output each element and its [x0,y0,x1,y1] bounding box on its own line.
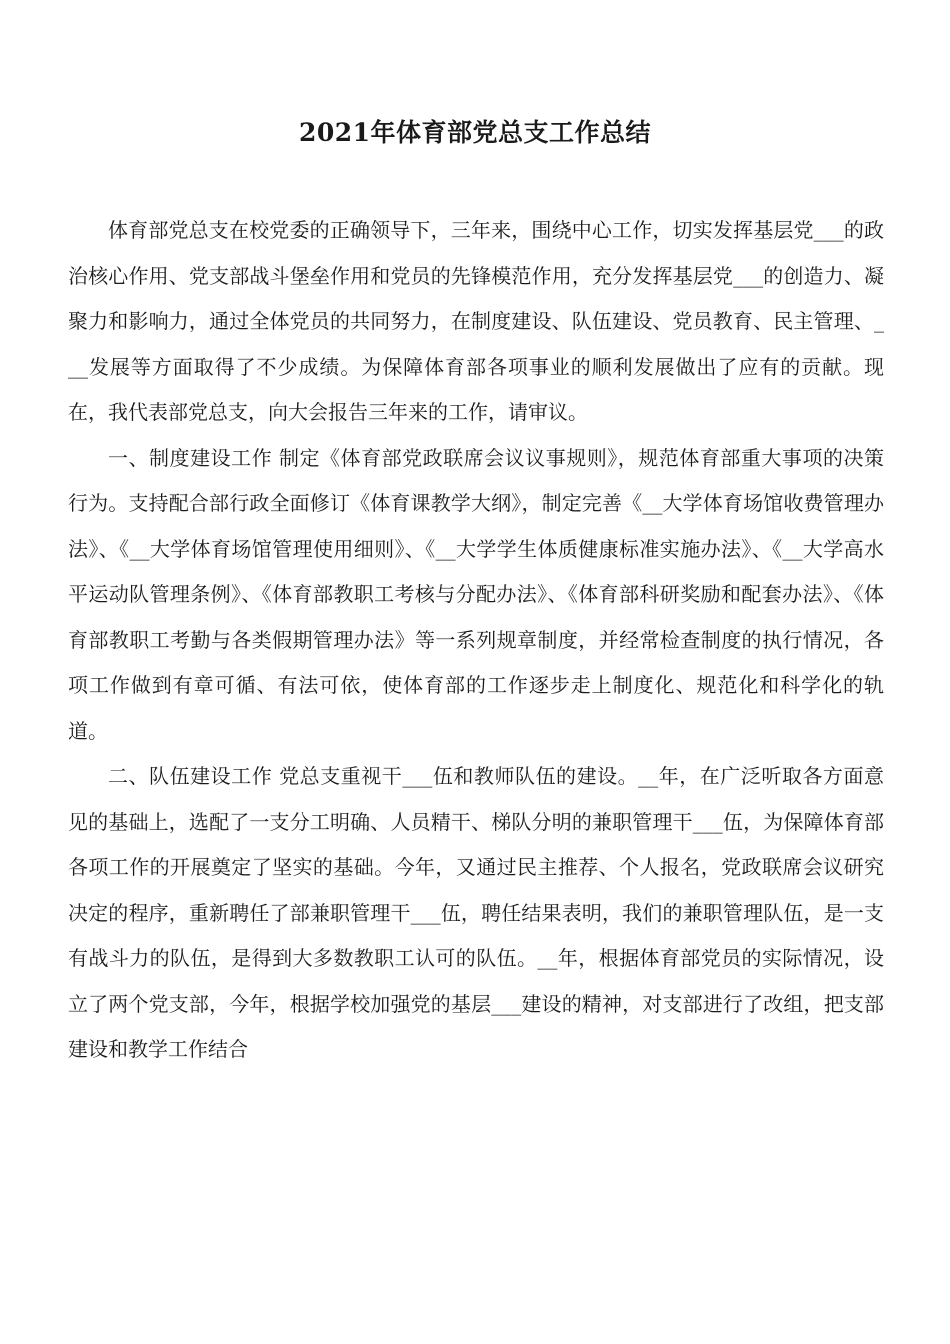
paragraph-team-building: 二、队伍建设工作 党总支重视干___伍和教师队伍的建设。__年，在广泛听取各方面意见的基础上，选配了一支分工明确、人员精干、梯队分明的兼职管理干___伍，为保障体育部各项工作的开展奠定了坚实的基础。今年，又通过民主推荐、个人报名，党政联席会议研究决定的程序，重新聘任了部兼职管理干___伍，聘任结果表明，我们的兼职管理队伍，是一支有战斗力的队伍，是得到大多数教职工认可的队伍。__年，根据体育部党员的实际情况，设立了两个党支部，今年，根据学校加强党的基层___建设的精神，对支部进行了改组，把支部建设和教学工作结合 [68,764,884,1061]
paragraph-intro: 体育部党总支在校党委的正确领导下，三年来，围绕中心工作，切实发挥基层党___的政治核心作用、党支部战斗堡垒作用和党员的先锋模范作用，充分发挥基层党___的创造力、凝聚力和影响力，通过全体党员的共同努力，在制度建设、队伍建设、党员教育、民主管理、___发展等方面取得了不少成绩。为保障体育部各项事业的顺利发展做出了应有的贡献。现在，我代表部党总支，向大会报告三年来的工作，请审议。 [68,218,884,424]
document-title: 2021年体育部党总支工作总结 [298,117,652,147]
paragraph-system-building: 一、制度建设工作 制定《体育部党政联席会议议事规则》，规范体育部重大事项的决策行为。支持配合部行政全面修订《体育课教学大纲》，制定完善《__大学体育场馆收费管理办法》、《__大学体育场馆管理使用细则》、《__大学学生体质健康标准实施办法》、《__大学高水平运动队管理条例》、《体育部教职工考核与分配办法》、《体育部科研奖励和配套办法》、《体育部教职工考勤与各类假期管理办法》等一系列规章制度，并经常检查制度的执行情况，各项工作做到有章可循、有法可依，使体育部的工作逐步走上制度化、规范化和科学化的轨道。 [68,445,884,743]
document-body [68,208,884,1073]
